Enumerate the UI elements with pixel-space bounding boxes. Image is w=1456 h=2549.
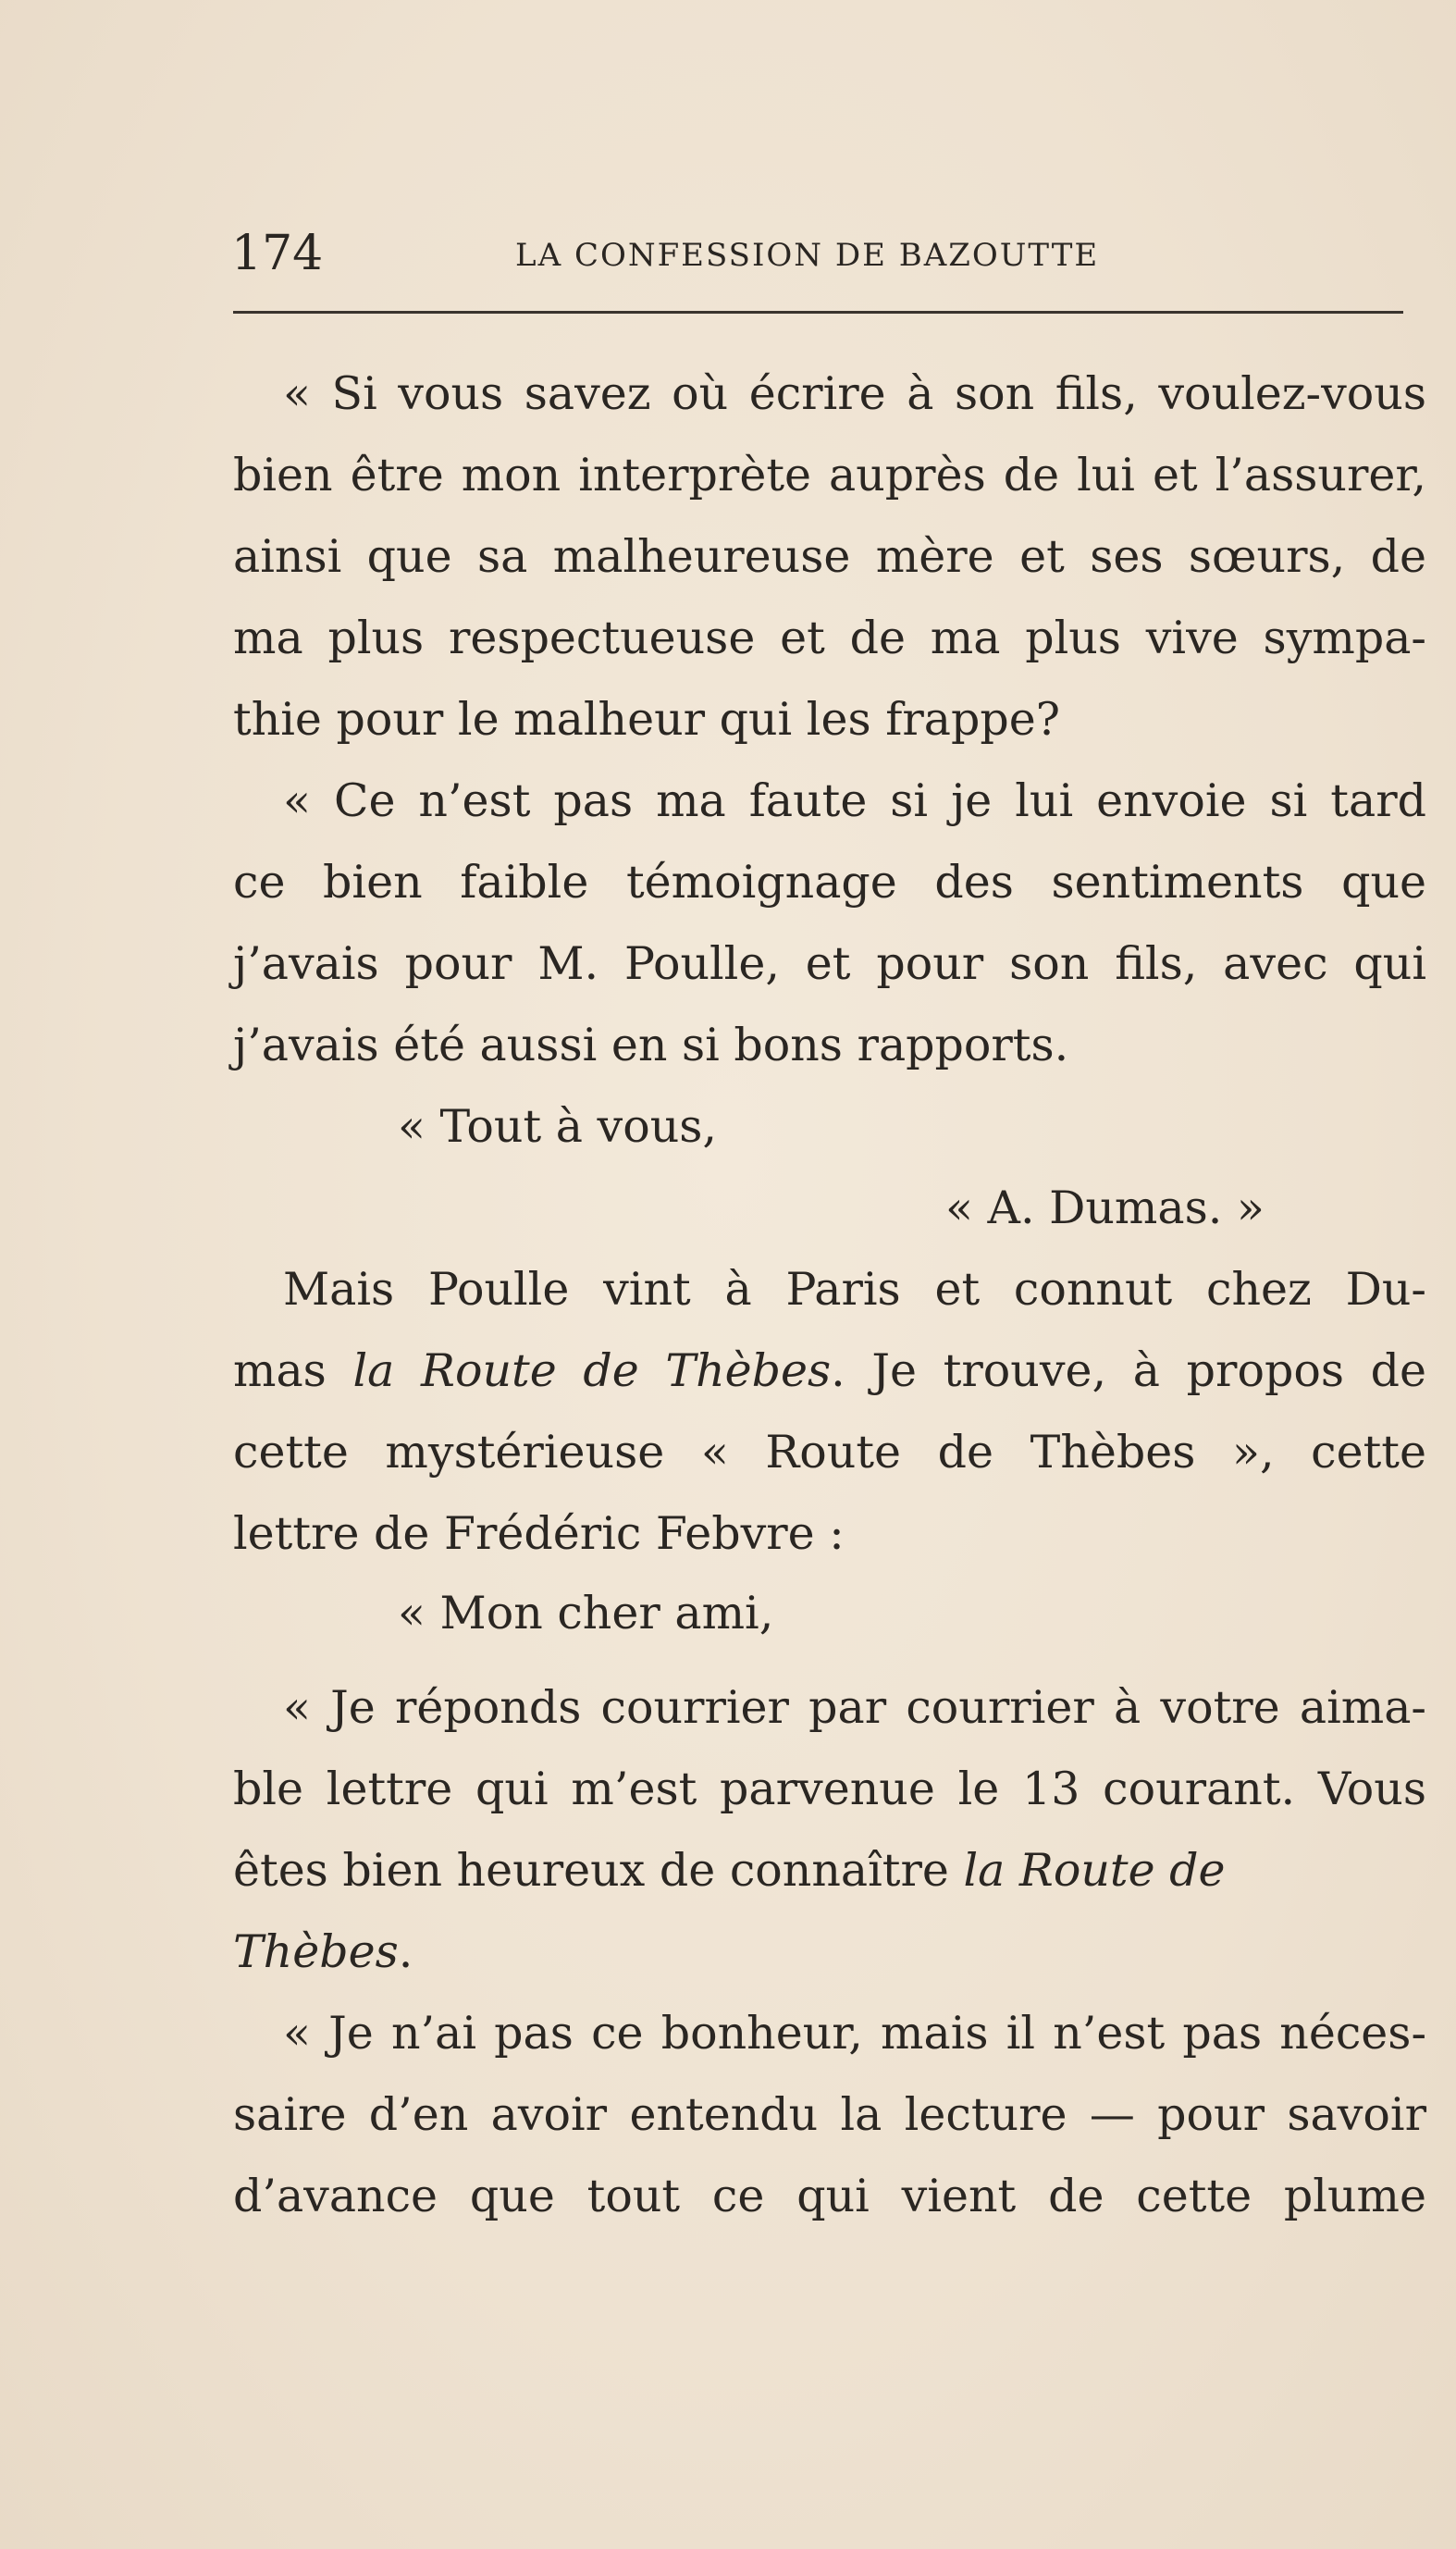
text-line: ce bien faible témoignage des sentiments que [233,856,1426,909]
page-header [231,226,1406,281]
text-line: ainsi que sa malheureuse mère et ses sœurs, de [233,530,1426,583]
text-line: ma plus respectueuse et de ma plus vive sympa- [233,612,1426,664]
text-line [233,1912,1426,1993]
text-line: « Ce n’est pas ma faute si je lui envoie si tard [283,774,1426,827]
italic-title: Thèbes [233,1925,399,1978]
text-line: lettre de Frédéric Febvre : [233,1507,845,1560]
salutation-line: « Mon cher ami, [398,1587,774,1640]
text-line: d’avance que tout ce qui vient de cette plume [233,2170,1426,2222]
text-line: « Je réponds courrier par courrier à votre aima- [283,1681,1426,1734]
running-title: LA CONFESSION DE BAZOUTTE [515,237,1100,274]
text-line [233,1330,1426,1412]
text-line: saire d’en avoir entendu la lecture — pour savoir [233,2088,1426,2141]
text-segment: mas [233,1344,353,1397]
text-line: « Je n’ai pas ce bonheur, mais il n’est pas néces- [283,2007,1426,2060]
italic-title: la Route de [963,1844,1226,1897]
signature-text: « A. Dumas. » [945,1182,1265,1234]
text-line: « Tout à vous, [398,1100,718,1153]
text-line: bien être mon interprète auprès de lui et l’assurer, [233,449,1426,501]
italic-title: la Route de Thèbes [352,1344,832,1397]
body-text [233,353,1426,1575]
text-line: thie pour le malheur qui les frappe? [233,693,1060,746]
text-line: cette mystérieuse « Route de Thèbes », cette [233,1426,1426,1479]
letter-text [233,1573,1426,2237]
text-line: « Si vous savez où écrire à son fils, voulez-vous [283,367,1426,420]
text-line: Mais Poulle vint à Paris et connut chez Du- [283,1263,1426,1316]
text-segment: . Je trouve, à propos de [831,1344,1426,1397]
text-line [233,1830,1426,1912]
header-rule [233,311,1403,314]
text-line: j’avais pour M. Poulle, et pour son fils, avec qui [233,937,1426,990]
signature-line [233,1168,1426,1249]
text-segment: . [398,1925,413,1978]
text-segment: êtes bien heureux de connaître [233,1844,964,1897]
text-line: j’avais été aussi en si bons rapports. [233,1019,1069,1071]
text-line: ble lettre qui m’est parvenue le 13 courant. Vous [233,1763,1426,1815]
page-number: 174 [231,226,324,281]
